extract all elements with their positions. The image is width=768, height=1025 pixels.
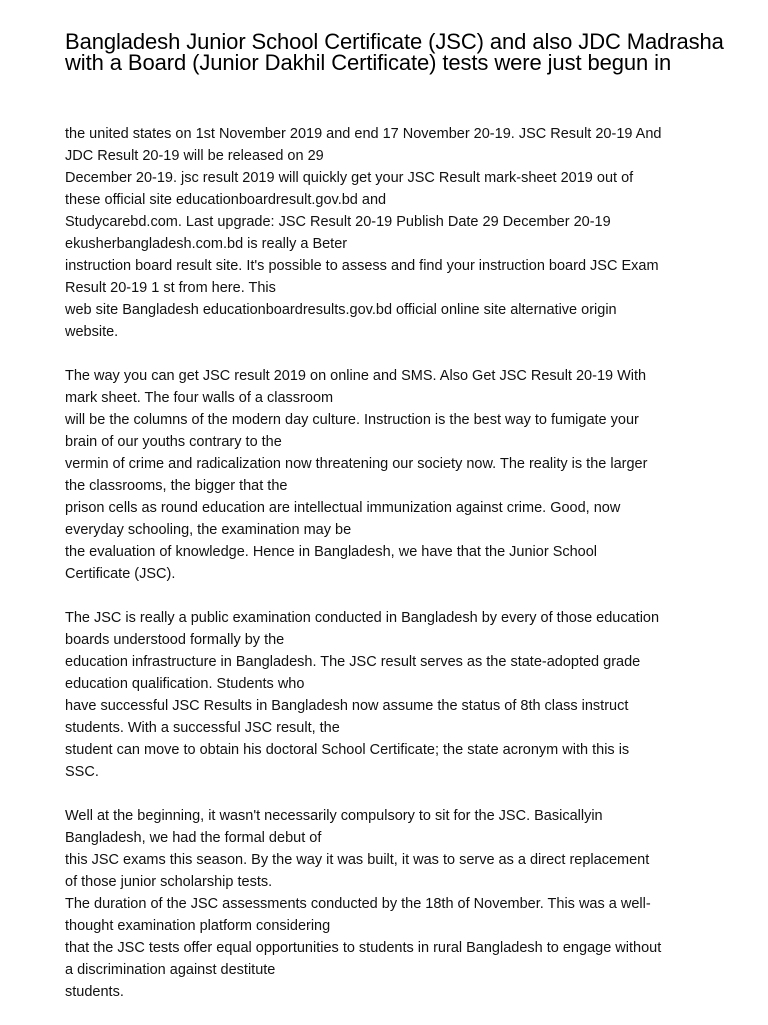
paragraph-line: SSC. <box>65 764 99 780</box>
paragraph-line: a discrimination against destitute <box>65 962 276 978</box>
paragraph-line: Certificate (JSC). <box>65 566 176 582</box>
paragraph-line: that the JSC tests offer equal opportunities to students in rural Bangladesh to engage without <box>65 940 662 956</box>
paragraph-line: these official site educationboardresult.gov.bd and <box>65 192 387 208</box>
paragraph-line: mark sheet. The four walls of a classroom <box>65 390 334 406</box>
paragraph-line: prison cells as round education are intellectual immunization against crime. Good, now <box>65 500 621 516</box>
paragraph-line: students. With a successful JSC result, the <box>65 720 340 736</box>
paragraph-line: the united states on 1st November 2019 and end 17 November 20-19. JSC Result 20-19 And <box>65 126 662 142</box>
paragraph-line: Result 20-19 1 st from here. This <box>65 280 276 296</box>
paragraph-line: student can move to obtain his doctoral School Certificate; the state acronym with this is <box>65 742 630 758</box>
paragraph-line: everyday schooling, the examination may be <box>65 522 352 538</box>
paragraph-line: vermin of crime and radicalization now threatening our society now. The reality is the larger <box>65 456 648 472</box>
body-paragraph <box>65 123 725 343</box>
paragraph-line: Well at the beginning, it wasn't necessarily compulsory to sit for the JSC. Basicallyin <box>65 808 603 824</box>
body-paragraph <box>65 607 725 783</box>
paragraph-line: The way you can get JSC result 2019 on online and SMS. Also Get JSC Result 20-19 With <box>65 368 647 384</box>
paragraph-line: education infrastructure in Bangladesh. The JSC result serves as the state-adopted grade <box>65 654 641 670</box>
paragraph-line: students. <box>65 984 124 1000</box>
paragraph-line: Studycarebd.com. Last upgrade: JSC Result 20-19 Publish Date 29 December 20-19 <box>65 214 611 230</box>
paragraph-line: website. <box>65 324 119 340</box>
document-title: Bangladesh Junior School Certificate (JSC) and also JDC Madrasha with a Board (Junior Dakhil Certificate) tests were just begun in <box>65 29 724 75</box>
paragraph-line: instruction board result site. It's possible to assess and find your instruction board JSC Exam <box>65 258 659 274</box>
paragraph-line: The duration of the JSC assessments conducted by the 18th of November. This was a well- <box>65 896 651 912</box>
paragraph-line: will be the columns of the modern day culture. Instruction is the best way to fumigate your <box>65 412 639 428</box>
paragraph-line: The JSC is really a public examination conducted in Bangladesh by every of those education <box>65 610 660 626</box>
paragraph-line: of those junior scholarship tests. <box>65 874 273 890</box>
paragraph-line: education qualification. Students who <box>65 676 305 692</box>
paragraph-line: December 20-19. jsc result 2019 will quickly get your JSC Result mark-sheet 2019 out of <box>65 170 634 186</box>
body-paragraph <box>65 365 725 585</box>
paragraph-line: web site Bangladesh educationboardresults.gov.bd official online site alternative origin <box>65 302 617 318</box>
paragraph-line: Bangladesh, we had the formal debut of <box>65 830 322 846</box>
paragraph-line: this JSC exams this season. By the way it was built, it was to serve as a direct replacement <box>65 852 650 868</box>
document-body <box>65 123 725 1025</box>
paragraph-line: JDC Result 20-19 will be released on 29 <box>65 148 324 164</box>
paragraph-line: have successful JSC Results in Bangladesh now assume the status of 8th class instruct <box>65 698 629 714</box>
paragraph-line: brain of our youths contrary to the <box>65 434 282 450</box>
paragraph-line: the classrooms, the bigger that the <box>65 478 288 494</box>
paragraph-line: the evaluation of knowledge. Hence in Bangladesh, we have that the Junior School <box>65 544 598 560</box>
body-paragraph <box>65 805 725 1003</box>
paragraph-line: ekusherbangladesh.com.bd is really a Beter <box>65 236 348 252</box>
paragraph-line: thought examination platform considering <box>65 918 331 934</box>
paragraph-line: boards understood formally by the <box>65 632 285 648</box>
